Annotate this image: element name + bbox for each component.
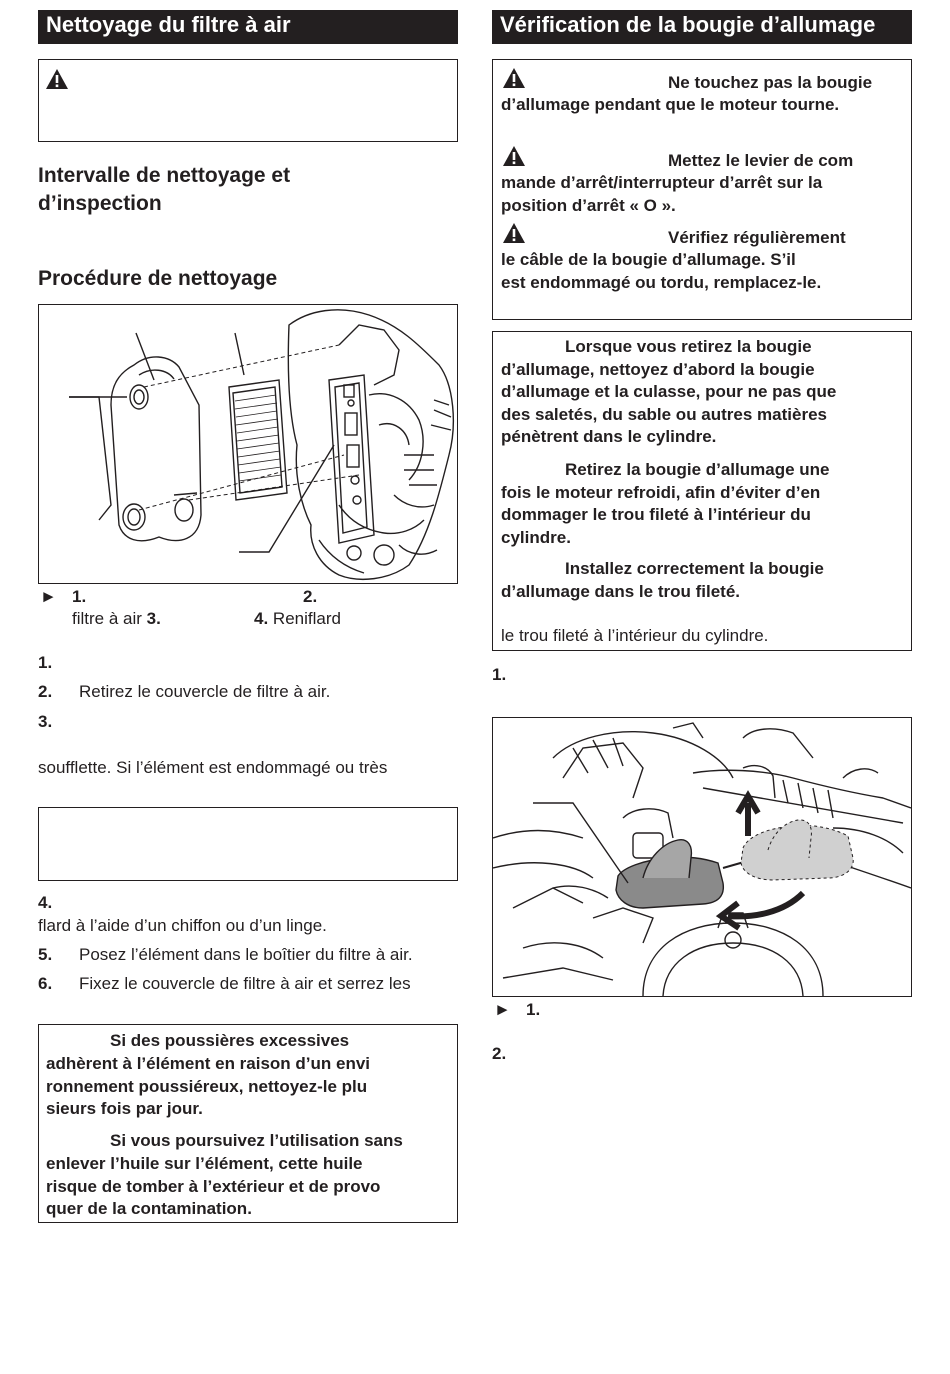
figure-air-filter <box>38 304 458 584</box>
subheading-interval: Intervalle de nettoyage et d’inspection <box>38 164 291 215</box>
figure-caption-left-line2: filtre à air 3. <box>72 609 161 628</box>
notice-box-right: Lorsque vous retirez la bougie d’allumage, nettoyez d’abord la bougie d’allumage et la culasse, pour ne pas que des saletés, du sable ou autres matières pénètrent dans le cylindre. Retirez la bougie d’allumage une fois le moteur refroidi, afin d’éviter d’en dommager le trou fileté à l’intérieur du cylindre. Installez correctement la bougie d’allumage dans le trou fileté. le trou fileté à l’intérieur du cylindre. <box>492 331 912 651</box>
warning-triangle-icon <box>45 68 69 90</box>
spark-step-2-number: 2. <box>492 1044 507 1063</box>
notice-box-left: Si des poussières excessives adhèrent à l’élément en raison d’un envi ronnement poussiéreux, nettoyez-le plu sieurs fois par jour. Si vous poursuivez l’utilisation sans enlever l’huile sur l’élément, cette huile risque de tomber à l’extérieur et de provo quer de la contamination. <box>38 1024 458 1223</box>
step-3-number: 3. <box>38 712 53 731</box>
section-header-air-filter: Nettoyage du filtre à air <box>38 10 458 44</box>
spark-step-1-number: 1. <box>492 665 507 684</box>
step-4-number: 4. <box>38 893 53 912</box>
figure-caption-left-item4: 4. Reniflard <box>254 609 341 628</box>
step-6-number: 6. <box>38 974 53 993</box>
warning-triangle-icon <box>502 222 526 244</box>
figure-spark-plug <box>492 717 912 997</box>
step-2-text: Retirez le couvercle de filtre à air. <box>79 682 331 701</box>
step-5-text: Posez l’élément dans le boîtier du filtre à air. <box>79 945 413 964</box>
figure-caption-left: ► 1. 2. <box>40 587 318 606</box>
step-6-text: Fixez le couvercle de filtre à air et serrez les <box>79 974 411 993</box>
step-1-number: 1. <box>38 653 53 672</box>
warning-box-air-filter <box>38 59 458 142</box>
note-box-empty <box>38 807 458 881</box>
air-filter-illustration <box>39 305 457 583</box>
warning-triangle-icon <box>502 67 526 89</box>
spark-plug-illustration <box>493 718 911 996</box>
warning-triangle-icon <box>502 145 526 167</box>
step-5-number: 5. <box>38 945 53 964</box>
subheading-procedure: Procédure de nettoyage <box>38 267 278 290</box>
step-4-continuation: flard à l’aide d’un chiffon ou d’un linge. <box>38 916 327 935</box>
step-2-number: 2. <box>38 682 53 701</box>
step-3-continuation: soufflette. Si l’élément est endommagé ou très <box>38 758 388 777</box>
warning-box-spark-plug: Ne touchez pas la bougie d’allumage pendant que le moteur tourne. Mettez le levier de com mande d’arrêt/interrupteur d’arrêt sur la position d’arrêt « O ». Vérifiez régulièrement le câble de la bougie d’allumage. S’il est endommagé ou tordu, remplacez-le. <box>492 59 912 320</box>
section-header-spark-plug: Vérification de la bougie d’allumage <box>492 10 912 44</box>
figure-caption-right: ► 1. <box>494 1000 541 1019</box>
